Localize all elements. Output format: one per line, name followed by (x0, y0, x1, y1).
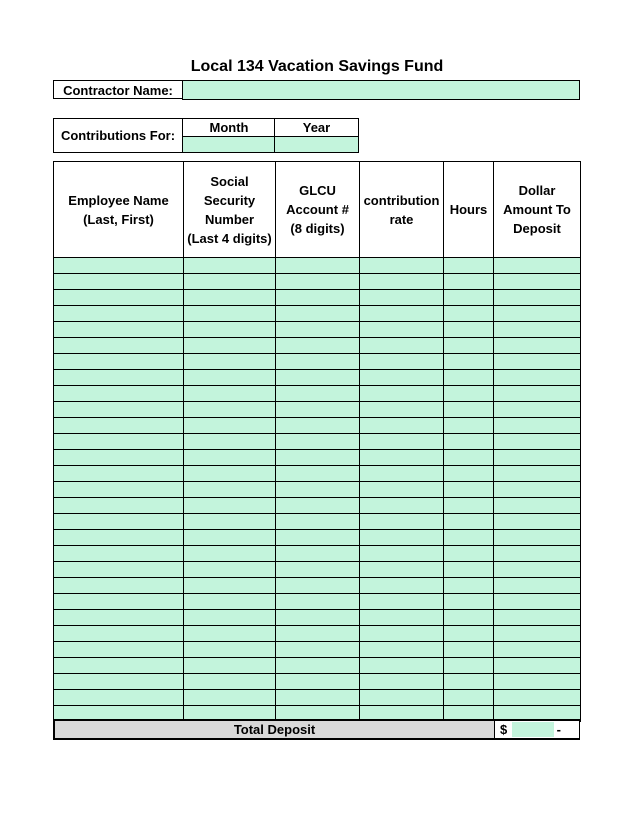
glcu-account-cell[interactable] (276, 418, 360, 434)
ssn-cell[interactable] (184, 690, 276, 706)
ssn-cell[interactable] (184, 290, 276, 306)
dollar-amount-cell[interactable] (494, 338, 581, 354)
ssn-cell[interactable] (184, 450, 276, 466)
employee-name-cell[interactable] (54, 402, 184, 418)
employee-name-cell[interactable] (54, 418, 184, 434)
glcu-account-cell[interactable] (276, 450, 360, 466)
glcu-account-cell[interactable] (276, 594, 360, 610)
hours-cell[interactable] (444, 322, 494, 338)
ssn-cell[interactable] (184, 578, 276, 594)
employee-name-cell[interactable] (54, 322, 184, 338)
total-deposit-row (53, 719, 580, 740)
ssn-cell[interactable] (184, 322, 276, 338)
employee-name-cell[interactable] (54, 578, 184, 594)
dollar-amount-cell[interactable] (494, 658, 581, 674)
dollar-amount-cell[interactable] (494, 434, 581, 450)
glcu-account-cell[interactable] (276, 642, 360, 658)
contribution-rate-cell[interactable] (360, 594, 444, 610)
contractor-name-field[interactable] (182, 80, 580, 100)
employee-name-cell[interactable] (54, 562, 184, 578)
dollar-amount-cell[interactable] (494, 514, 581, 530)
contribution-rate-cell[interactable] (360, 482, 444, 498)
table-header-row (54, 162, 581, 258)
contribution-rate-cell[interactable] (360, 530, 444, 546)
dollar-amount-cell[interactable] (494, 466, 581, 482)
hours-cell[interactable] (444, 402, 494, 418)
contribution-rate-cell[interactable] (360, 402, 444, 418)
dollar-amount-cell[interactable] (494, 578, 581, 594)
dollar-amount-cell[interactable] (494, 274, 581, 290)
contribution-rate-cell[interactable] (360, 466, 444, 482)
ssn-cell[interactable] (184, 434, 276, 450)
table-row (54, 386, 581, 402)
employee-name-cell[interactable] (54, 258, 184, 274)
total-deposit-amount (494, 721, 579, 738)
employee-name-cell[interactable] (54, 306, 184, 322)
ssn-cell[interactable] (184, 674, 276, 690)
hours-cell[interactable] (444, 626, 494, 642)
hours-cell[interactable] (444, 610, 494, 626)
table-row (54, 290, 581, 306)
dollar-amount-cell[interactable] (494, 386, 581, 402)
glcu-account-cell[interactable] (276, 290, 360, 306)
currency-symbol: $ (500, 722, 508, 737)
employee-name-cell[interactable] (54, 290, 184, 306)
dollar-amount-cell[interactable] (494, 418, 581, 434)
glcu-account-cell[interactable] (276, 514, 360, 530)
hours-cell[interactable] (444, 498, 494, 514)
employee-name-cell[interactable] (54, 498, 184, 514)
dollar-amount-cell[interactable] (494, 610, 581, 626)
employee-table (53, 161, 581, 722)
table-row (54, 306, 581, 322)
employee-name-cell[interactable] (54, 674, 184, 690)
glcu-account-cell[interactable] (276, 306, 360, 322)
hours-cell[interactable] (444, 546, 494, 562)
ssn-cell[interactable] (184, 466, 276, 482)
contribution-rate-cell[interactable] (360, 386, 444, 402)
table-row (54, 418, 581, 434)
hours-cell[interactable] (444, 594, 494, 610)
hours-cell[interactable] (444, 658, 494, 674)
dollar-amount-cell[interactable] (494, 450, 581, 466)
hours-cell[interactable] (444, 290, 494, 306)
glcu-account-cell[interactable] (276, 402, 360, 418)
table-row (54, 642, 581, 658)
ssn-cell[interactable] (184, 354, 276, 370)
employee-name-cell[interactable] (54, 658, 184, 674)
employee-name-cell[interactable] (54, 274, 184, 290)
table-row (54, 450, 581, 466)
contribution-rate-cell[interactable] (360, 610, 444, 626)
hours-cell[interactable] (444, 370, 494, 386)
employee-name-cell[interactable] (54, 450, 184, 466)
hours-cell[interactable] (444, 642, 494, 658)
table-row (54, 498, 581, 514)
hours-cell[interactable] (444, 562, 494, 578)
dollar-amount-cell[interactable] (494, 498, 581, 514)
ssn-cell[interactable] (184, 610, 276, 626)
month-field[interactable] (182, 136, 275, 153)
glcu-account-cell[interactable] (276, 546, 360, 562)
glcu-account-cell[interactable] (276, 466, 360, 482)
ssn-cell[interactable] (184, 370, 276, 386)
table-row (54, 514, 581, 530)
table-row (54, 594, 581, 610)
hours-cell[interactable] (444, 690, 494, 706)
ssn-cell[interactable] (184, 626, 276, 642)
employee-name-cell[interactable] (54, 514, 184, 530)
dollar-amount-cell[interactable] (494, 626, 581, 642)
ssn-cell[interactable] (184, 402, 276, 418)
table-row (54, 402, 581, 418)
table-row (54, 482, 581, 498)
employee-name-cell[interactable] (54, 610, 184, 626)
hours-cell[interactable] (444, 674, 494, 690)
table-row (54, 322, 581, 338)
glcu-account-cell[interactable] (276, 338, 360, 354)
contribution-rate-cell[interactable] (360, 370, 444, 386)
ssn-cell[interactable] (184, 274, 276, 290)
employee-name-cell[interactable] (54, 626, 184, 642)
year-field[interactable] (274, 136, 359, 153)
table-row (54, 546, 581, 562)
table-row (54, 658, 581, 674)
employee-name-cell[interactable] (54, 370, 184, 386)
dollar-amount-cell[interactable] (494, 370, 581, 386)
glcu-account-cell[interactable] (276, 274, 360, 290)
total-deposit-label: Total Deposit (233, 722, 316, 737)
employee-name-cell[interactable] (54, 338, 184, 354)
glcu-account-cell[interactable] (276, 626, 360, 642)
employee-name-cell[interactable] (54, 594, 184, 610)
employee-name-cell[interactable] (54, 434, 184, 450)
contractor-name-label: Contractor Name: (53, 80, 182, 99)
ssn-cell[interactable] (184, 498, 276, 514)
table-row (54, 690, 581, 706)
hours-header: Hours (444, 162, 494, 258)
table-row (54, 530, 581, 546)
table-row (54, 258, 581, 274)
glcu-account-header: GLCU Account # (8 digits) (276, 162, 360, 258)
employee-name-cell[interactable] (54, 530, 184, 546)
dollar-amount-header: Dollar Amount To Deposit (494, 162, 581, 258)
employee-name-cell[interactable] (54, 546, 184, 562)
contribution-rate-cell[interactable] (360, 626, 444, 642)
contribution-rate-cell[interactable] (360, 674, 444, 690)
ssn-cell[interactable] (184, 482, 276, 498)
glcu-account-cell[interactable] (276, 530, 360, 546)
hours-cell[interactable] (444, 450, 494, 466)
table-row (54, 562, 581, 578)
contribution-rate-cell[interactable] (360, 498, 444, 514)
hours-cell[interactable] (444, 306, 494, 322)
hours-cell[interactable] (444, 514, 494, 530)
ssn-cell[interactable] (184, 338, 276, 354)
dollar-amount-cell[interactable] (494, 402, 581, 418)
dollar-amount-cell[interactable] (494, 306, 581, 322)
glcu-account-cell[interactable] (276, 562, 360, 578)
dollar-amount-cell[interactable] (494, 322, 581, 338)
dollar-amount-cell[interactable] (494, 674, 581, 690)
glcu-account-cell[interactable] (276, 498, 360, 514)
dollar-amount-cell[interactable] (494, 594, 581, 610)
contribution-rate-cell[interactable] (360, 290, 444, 306)
contribution-rate-cell[interactable] (360, 578, 444, 594)
dollar-amount-cell[interactable] (494, 258, 581, 274)
contribution-rate-cell[interactable] (360, 642, 444, 658)
ssn-cell[interactable] (184, 306, 276, 322)
dollar-amount-cell[interactable] (494, 354, 581, 370)
contribution-rate-cell[interactable] (360, 274, 444, 290)
glcu-account-cell[interactable] (276, 610, 360, 626)
table-row (54, 578, 581, 594)
contribution-rate-cell[interactable] (360, 450, 444, 466)
employee-name-cell[interactable] (54, 690, 184, 706)
glcu-account-cell[interactable] (276, 658, 360, 674)
month-header: Month (182, 118, 275, 137)
ssn-header: Social Security Number (Last 4 digits) (184, 162, 276, 258)
employee-name-header: Employee Name (Last, First) (54, 162, 184, 258)
hours-cell[interactable] (444, 338, 494, 354)
ssn-cell[interactable] (184, 562, 276, 578)
contribution-rate-cell[interactable] (360, 690, 444, 706)
hours-cell[interactable] (444, 434, 494, 450)
glcu-account-cell[interactable] (276, 322, 360, 338)
contribution-rate-header: contribution rate (360, 162, 444, 258)
hours-cell[interactable] (444, 386, 494, 402)
dollar-amount-cell[interactable] (494, 642, 581, 658)
contribution-rate-cell[interactable] (360, 514, 444, 530)
contribution-rate-cell[interactable] (360, 658, 444, 674)
glcu-account-cell[interactable] (276, 354, 360, 370)
table-row (54, 626, 581, 642)
dollar-amount-cell[interactable] (494, 546, 581, 562)
employee-name-cell[interactable] (54, 482, 184, 498)
dollar-amount-cell[interactable] (494, 562, 581, 578)
ssn-cell[interactable] (184, 658, 276, 674)
hours-cell[interactable] (444, 530, 494, 546)
contributions-for-label: Contributions For: (53, 118, 182, 153)
year-header: Year (274, 118, 359, 137)
table-row (54, 434, 581, 450)
table-row (54, 674, 581, 690)
table-row (54, 354, 581, 370)
glcu-account-cell[interactable] (276, 578, 360, 594)
hours-cell[interactable] (444, 466, 494, 482)
table-row (54, 370, 581, 386)
contribution-rate-cell[interactable] (360, 434, 444, 450)
contribution-rate-cell[interactable] (360, 338, 444, 354)
contribution-rate-cell[interactable] (360, 354, 444, 370)
ssn-cell[interactable] (184, 530, 276, 546)
table-row (54, 338, 581, 354)
contribution-rate-cell[interactable] (360, 306, 444, 322)
hours-cell[interactable] (444, 578, 494, 594)
form-title: Local 134 Vacation Savings Fund (190, 58, 444, 75)
ssn-cell[interactable] (184, 418, 276, 434)
glcu-account-cell[interactable] (276, 258, 360, 274)
employee-name-cell[interactable] (54, 354, 184, 370)
ssn-cell[interactable] (184, 258, 276, 274)
dollar-amount-cell[interactable] (494, 690, 581, 706)
dollar-amount-cell[interactable] (494, 290, 581, 306)
hours-cell[interactable] (444, 418, 494, 434)
hours-cell[interactable] (444, 274, 494, 290)
employee-name-cell[interactable] (54, 642, 184, 658)
contribution-rate-cell[interactable] (360, 418, 444, 434)
ssn-cell[interactable] (184, 642, 276, 658)
ssn-cell[interactable] (184, 546, 276, 562)
total-deposit-fill (512, 722, 554, 737)
glcu-account-cell[interactable] (276, 370, 360, 386)
glcu-account-cell[interactable] (276, 386, 360, 402)
dollar-amount-cell[interactable] (494, 530, 581, 546)
glcu-account-cell[interactable] (276, 482, 360, 498)
glcu-account-cell[interactable] (276, 690, 360, 706)
table-row (54, 466, 581, 482)
hours-cell[interactable] (444, 482, 494, 498)
ssn-cell[interactable] (184, 514, 276, 530)
table-row (54, 274, 581, 290)
ssn-cell[interactable] (184, 386, 276, 402)
contribution-rate-cell[interactable] (360, 562, 444, 578)
dollar-amount-cell[interactable] (494, 482, 581, 498)
hours-cell[interactable] (444, 354, 494, 370)
contribution-rate-cell[interactable] (360, 322, 444, 338)
total-deposit-value: - (556, 722, 561, 737)
contribution-rate-cell[interactable] (360, 258, 444, 274)
ssn-cell[interactable] (184, 594, 276, 610)
glcu-account-cell[interactable] (276, 434, 360, 450)
employee-name-cell[interactable] (54, 386, 184, 402)
table-row (54, 610, 581, 626)
glcu-account-cell[interactable] (276, 674, 360, 690)
employee-name-cell[interactable] (54, 466, 184, 482)
contribution-rate-cell[interactable] (360, 546, 444, 562)
hours-cell[interactable] (444, 258, 494, 274)
